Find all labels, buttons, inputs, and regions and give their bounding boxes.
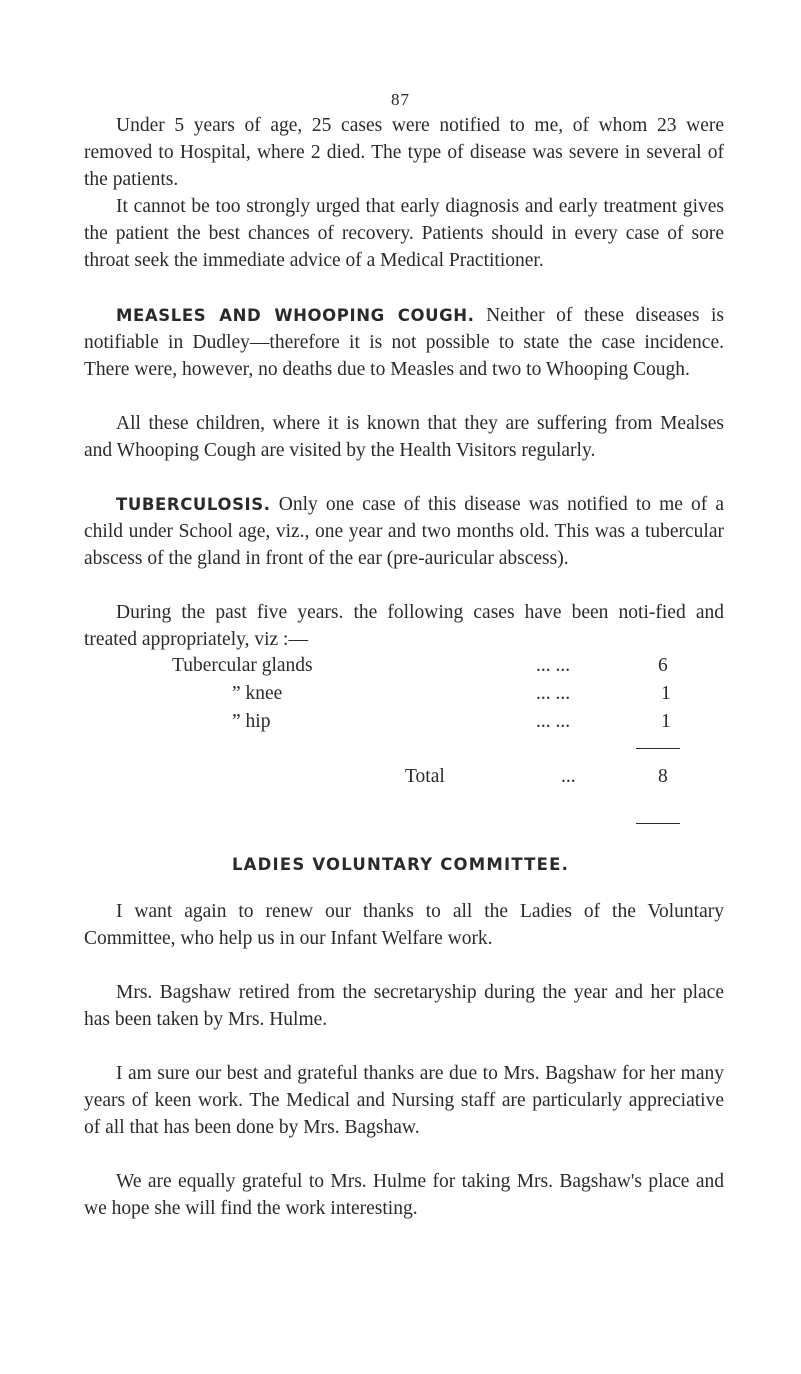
- table-row-label: ” hip: [232, 711, 271, 732]
- paragraph-early-diagnosis: It cannot be too strongly urged that early diagnosis and early treatment gives the patient the best chances of recovery. Patients should in every case of sore throat seek the immediate advice of a Medical Practitioner.: [84, 196, 724, 271]
- table-row-label: Tubercular glands: [172, 655, 313, 676]
- table-row-value: 6: [658, 655, 668, 676]
- ladies-committee-heading: LADIES VOLUNTARY COMMITTEE.: [231, 855, 570, 874]
- table-row-dots: ... ...: [536, 711, 571, 732]
- paragraph-tuberculosis: [84, 491, 724, 572]
- table-total-value: 8: [658, 766, 668, 787]
- paragraph-bagshaw-retired: Mrs. Bagshaw retired from the secretaryship during the year and her place has been taken by Mrs. Hulme.: [84, 982, 724, 1030]
- table-row: [0, 708, 801, 736]
- measles-whooping-cough-heading: MEASLES AND WHOOPING COUGH.: [116, 306, 475, 325]
- paragraph-committee-thanks: I want again to renew our thanks to all the Ladies of the Voluntary Committee, who help us in our Infant Welfare work.: [84, 901, 724, 949]
- table-total-rule: [636, 823, 680, 824]
- table-row-value: 1: [661, 683, 671, 704]
- table-row-dots: ... ...: [536, 683, 571, 704]
- page-number: 87: [391, 90, 410, 109]
- table-total-label: Total: [405, 766, 445, 787]
- table-row-value: 1: [661, 711, 671, 732]
- tuberculosis-heading: TUBERCULOSIS.: [116, 495, 271, 514]
- paragraph-grateful-thanks: I am sure our best and grateful thanks are due to Mrs. Bagshaw for her many years of keen work. The Medical and Nursing staff are particularly appreciative of all that has been done by Mrs. Bagshaw.: [84, 1063, 724, 1138]
- tuberculosis-body: Only one case of this disease was notified to me of a child under School age, viz., one year and two months old. This was a tubercular abscess of the gland in front of the ear (pre-auricular abscess).: [84, 494, 724, 569]
- table-total-dots: ...: [561, 766, 576, 787]
- table-row: [0, 652, 801, 680]
- paragraph-hulme: We are equally grateful to Mrs. Hulme for taking Mrs. Bagshaw's place and we hope she will find the work interesting.: [84, 1171, 724, 1219]
- table-row: [0, 680, 801, 708]
- table-total-row: [0, 763, 801, 791]
- paragraph-health-visitors: All these children, where it is known that they are suffering from Mealses and Whooping Cough are visited by the Health Visitors regularly.: [84, 413, 724, 461]
- paragraph-measles-whooping-cough: [84, 302, 724, 383]
- table-subtotal-rule: [636, 748, 680, 749]
- paragraph-under-five: Under 5 years of age, 25 cases were notified to me, of whom 23 were removed to Hospital, where 2 died. The type of disease was severe in several of the patients.: [84, 115, 724, 190]
- measles-whooping-cough-body: Neither of these diseases is notifiable in Dudley—therefore it is not possible to state the case incidence. There were, however, no deaths due to Measles and two to Whooping Cough.: [84, 305, 725, 380]
- table-row-label: ” knee: [232, 683, 283, 704]
- paragraph-past-five-years: During the past five years. the following cases have been noti-fied and treated appropriately, viz :—: [84, 602, 724, 650]
- table-row-dots: ... ...: [536, 655, 571, 676]
